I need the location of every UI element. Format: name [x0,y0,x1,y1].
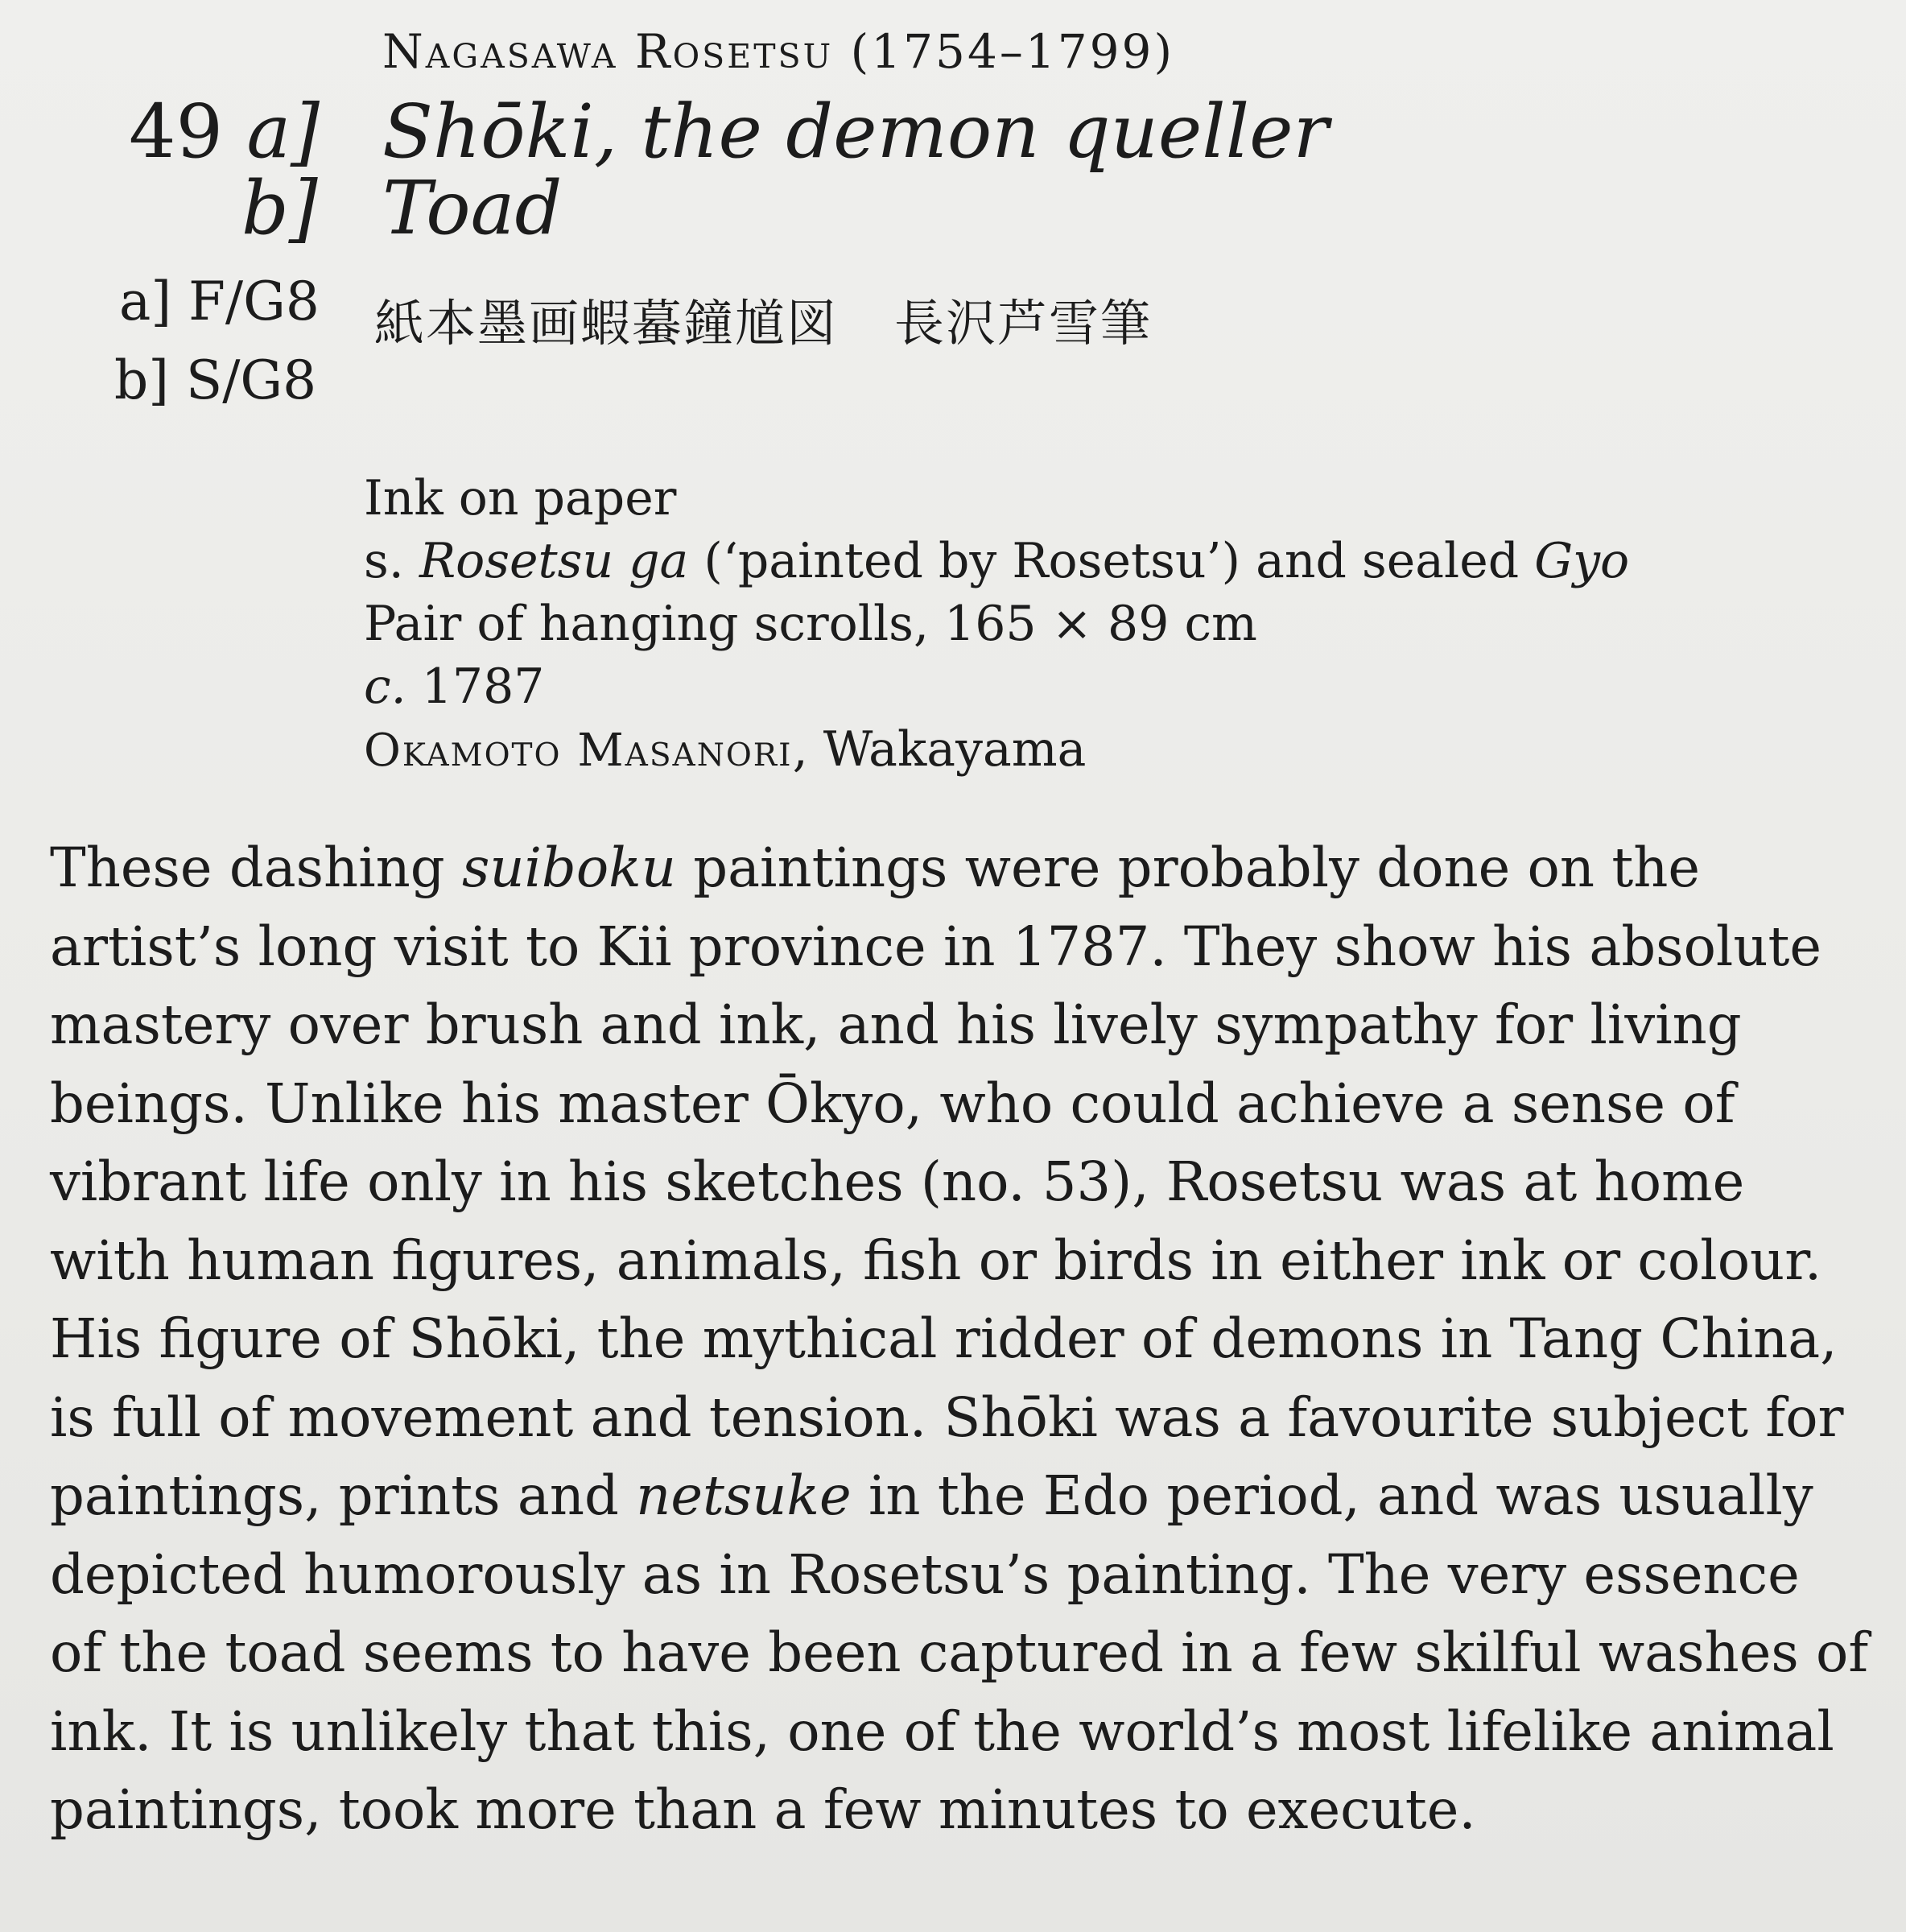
format-line: Pair of hanging scrolls, 165 × 89 cm [364,596,1257,652]
paragraph-line: is full of movement and tension. Shōki was a favourite subject for [50,1385,1844,1449]
description-paragraph [50,829,1869,1850]
paragraph-line: beings. Unlike his master Ōkyo, who could achieve a sense of [50,1071,1735,1135]
japanese-signature: 長沢芦雪筆 [894,294,1153,353]
date-line: c. 1787 [364,658,545,715]
catalogue-entry-number [129,89,320,175]
title-b: Toad [382,165,563,251]
owner-location: , Wakayama [792,721,1087,778]
owner-line [364,718,1629,782]
paragraph-line: artist’s long visit to Kii province in 1787. They show his absolute [50,914,1822,978]
japanese-title: 紙本墨画蝦蟇鐘馗図 [374,294,839,353]
signature-name: Rosetsu ga [419,533,689,589]
artist-heading: Nagasawa Rosetsu (1754–1799) [382,24,1175,79]
paragraph-line: vibrant life only in his sketches (no. 53), Rosetsu was at home [50,1150,1745,1213]
artwork-details [364,467,1629,782]
paragraph-line: depicted humorously as in Rosetsu’s painting. The very essence [50,1542,1800,1606]
paragraph-line: These dashing suiboku paintings were probably done on the [50,836,1701,899]
owner-name: Okamoto Masanori [364,724,793,777]
part-a-marker: a] [246,89,320,175]
title-a: Shōki, the demon queller [382,89,1329,175]
paragraph-line: with human figures, animals, fish or birds in either ink or colour. [50,1228,1822,1292]
paragraph-line: paintings, took more than a few minutes to execute. [50,1778,1476,1841]
medium-line: Ink on paper [364,470,677,526]
japanese-caption [374,283,1152,355]
paragraph-line: paintings, prints and netsuke in the Edo period, and was usually [50,1464,1813,1527]
signature-line: s. Rosetsu ga (‘painted by Rosetsu’) and sealed Gyo [364,533,1630,589]
reference-b: b] S/G8 [114,349,317,411]
catalogue-number: 49 [129,89,224,175]
paragraph-line: of the toad seems to have been captured in a few skilful washes of [50,1621,1869,1684]
paragraph-line: mastery over brush and ink, and his lively sympathy for living [50,993,1742,1056]
paragraph-line: His figure of Shōki, the mythical ridder of demons in Tang China, [50,1307,1838,1370]
reference-a: a] F/G8 [119,270,320,332]
seal-name: Gyo [1534,533,1630,589]
part-b-marker: b] [241,165,318,251]
paragraph-line: ink. It is unlikely that this, one of the world’s most lifelike animal [50,1699,1834,1763]
